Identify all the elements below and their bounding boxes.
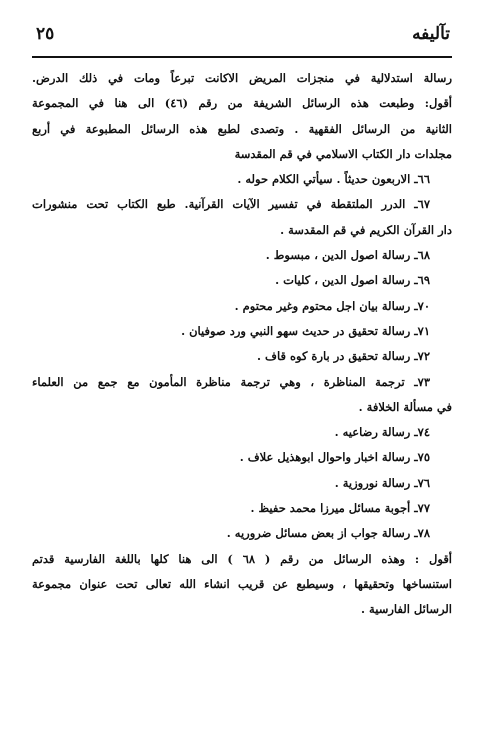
page-body bbox=[32, 66, 452, 623]
text-line: ٧٣ـ ترجمة المناظرة ، وهي ترجمة مناظرة المأمون مع جمع من العلماء bbox=[32, 374, 430, 389]
text-line: أقول: وطبعت هذه الرسائل الشريفة من رقم (٤٦) الى هنا في المجموعة bbox=[32, 96, 452, 111]
text-line: الثانية من الرسائل الفقهية . وتصدى لطبع هذه الرسائل المطبوعة في أربع bbox=[32, 121, 452, 136]
text-line: ٧١ـ رسالة تحقيق در حديث سهو النبي ورد صوفيان . bbox=[181, 323, 430, 338]
text-line: ٧٦ـ رسالة نوروزية . bbox=[334, 475, 430, 490]
running-title: تآليفه bbox=[412, 24, 450, 44]
text-line: ٧٧ـ أجوبة مسائل ميرزا محمد حفيظ . bbox=[250, 501, 430, 516]
text-line: الرسائل الفارسية . bbox=[361, 602, 452, 617]
text-line: ٦٧ـ الدرر الملتقطة في تفسير الآيات القرآنية. طبع الكتاب تحت منشورات bbox=[32, 197, 430, 212]
page-number: ٢٥ bbox=[36, 24, 55, 44]
text-line: دار القرآن الكريم في قم المقدسة . bbox=[280, 222, 452, 237]
text-line: ٦٦ـ الاربعون حديثاً . سيأتي الكلام حوله . bbox=[237, 172, 430, 187]
text-line: استنساخها وتحقيقها ، وسيطبع عن قريب انشاء الله تعالى تحت عنوان مجموعة bbox=[32, 576, 452, 591]
text-line: مجلدات دار الكتاب الاسلامي في قم المقدسة bbox=[234, 146, 452, 161]
page-header bbox=[32, 20, 452, 50]
text-line: ٦٨ـ رسالة اصول الدين ، مبسوط . bbox=[265, 248, 430, 263]
text-line: ٧٨ـ رسالة جواب از بعض مسائل ضروريه . bbox=[226, 526, 430, 541]
text-line: في مسألة الخلافة . bbox=[358, 399, 452, 414]
text-line: ٧٥ـ رسالة اخبار واحوال ابوهذيل علاف . bbox=[239, 450, 430, 465]
text-line: رسالة استدلالية في منجزات المريض الاكانت تبرعاً ومات في ذلك الدرض. bbox=[32, 71, 452, 85]
text-line: ٧٢ـ رسالة تحقيق در بارة كوه قاف . bbox=[257, 349, 430, 364]
header-rule bbox=[32, 56, 452, 58]
text-line: أقول : وهذه الرسائل من رقم ( ٦٨ ) الى هنا كلها باللغة الفارسية قدتم bbox=[32, 551, 452, 566]
text-line: ٧٤ـ رسالة رضاعيه . bbox=[334, 425, 430, 440]
text-line: ٧٠ـ رسالة بيان اجل محتوم وغير محتوم . bbox=[234, 298, 430, 313]
text-line: ٦٩ـ رسالة اصول الدين ، كليات . bbox=[275, 273, 430, 288]
